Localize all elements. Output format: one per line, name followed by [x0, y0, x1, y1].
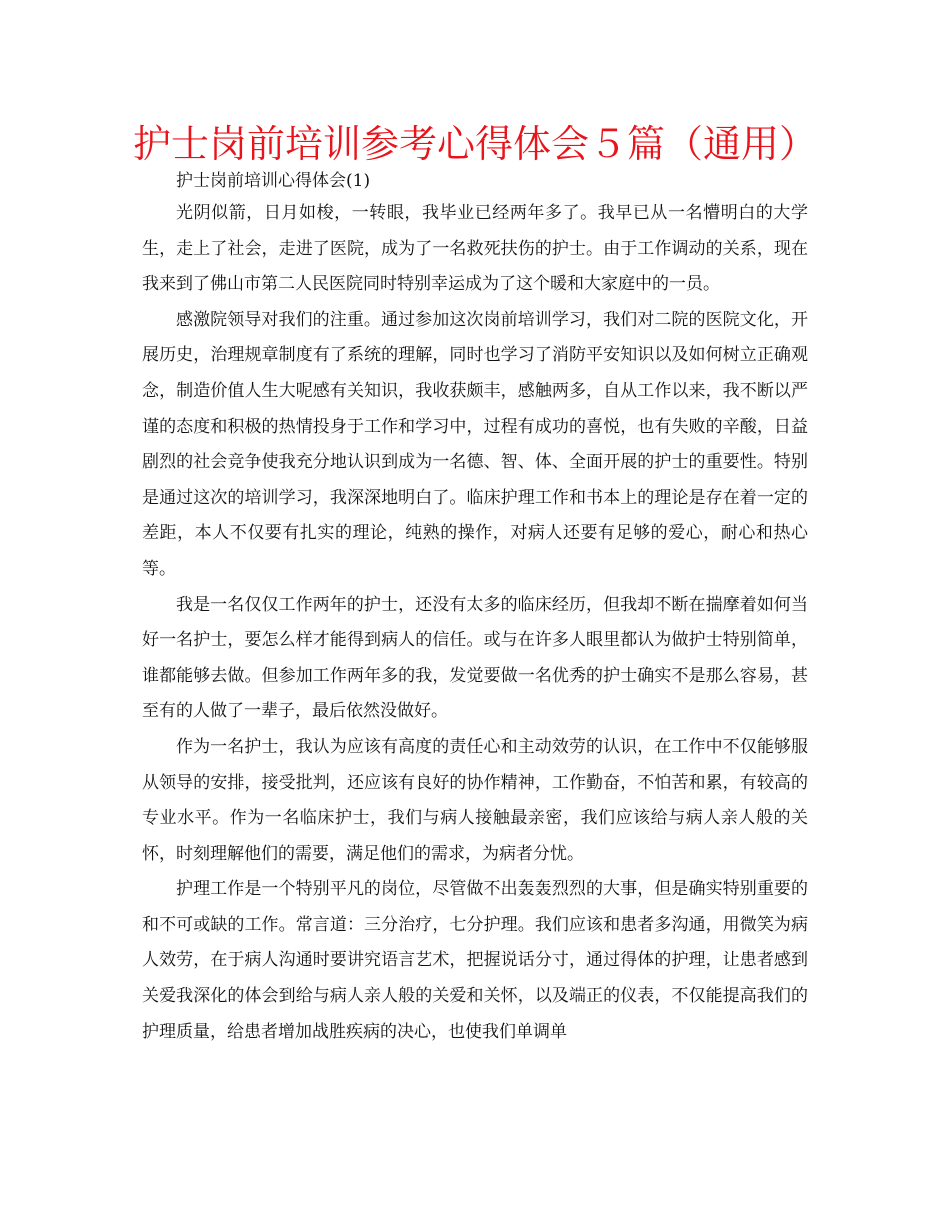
- paragraph: 感激院领导对我们的注重。通过参加这次岗前培训学习，我们对二院的医院文化，开展历史，治理规章制度有了系统的理解，同时也学习了消防平安知识以及如何树立正确观念，制造价值人生大呢感有关知识，我收获颇丰，感触两多，自从工作以来，我不断以严谨的态度和积极的热情投身于工作和学习中，过程有成功的喜悦，也有失败的辛酸，日益剧烈的社会竞争使我充分地认识到成为一名德、智、体、全面开展的护士的重要性。特别是通过这次的培训学习，我深深地明白了。临床护理工作和书本上的理论是存在着一定的差距，本人不仅要有扎实的理论，纯熟的操作，对病人还要有足够的爱心，耐心和热心等。: [142, 309, 808, 579]
- paragraph: 我是一名仅仅工作两年的护士，还没有太多的临床经历，但我却不断在揣摩着如何当好一名护士，要怎么样才能得到病人的信任。或与在许多人眼里都认为做护士特别简单，谁都能够去做。但参加工作两年多的我，发觉要做一名优秀的护士确实不是那么容易，甚至有的人做了一辈子，最后依然没做好。: [142, 594, 808, 722]
- document-title: 护士岗前培训参考心得体会５篇（通用）: [132, 122, 817, 166]
- document-subtitle: 护士岗前培训心得体会(1): [176, 171, 371, 191]
- paragraph: 护理工作是一个特别平凡的岗位，尽管做不出轰轰烈烈的大事，但是确实特别重要的和不可或缺的工作。常言道：三分治疗，七分护理。我们应该和患者多沟通，用微笑为病人效劳，在于病人沟通时要讲究语言艺术，把握说话分寸，通过得体的护理，让患者感到关爱我深化的体会到给与病人亲人般的关爱和关怀，以及端正的仪表，不仅能提高我们的护理质量，给患者增加战胜疾病的决心，也使我们单调单: [142, 879, 808, 1042]
- document-body: [142, 196, 808, 1050]
- paragraph: 作为一名护士，我认为应该有高度的责任心和主动效劳的认识，在工作中不仅能够服从领导的安排，接受批判，还应该有良好的协作精神，工作勤奋，不怕苦和累，有较高的专业水平。作为一名临床护士，我们与病人接触最亲密，我们应该给与病人亲人般的关怀，时刻理解他们的需要，满足他们的需求，为病者分忧。: [142, 736, 808, 864]
- paragraph: 光阴似箭，日月如梭，一转眼，我毕业已经两年多了。我早已从一名懵明白的大学生，走上了社会，走进了医院，成为了一名救死扶伤的护士。由于工作调动的关系，现在我来到了佛山市第二人民医院同时特别幸运成为了这个暖和大家庭中的一员。: [142, 203, 808, 295]
